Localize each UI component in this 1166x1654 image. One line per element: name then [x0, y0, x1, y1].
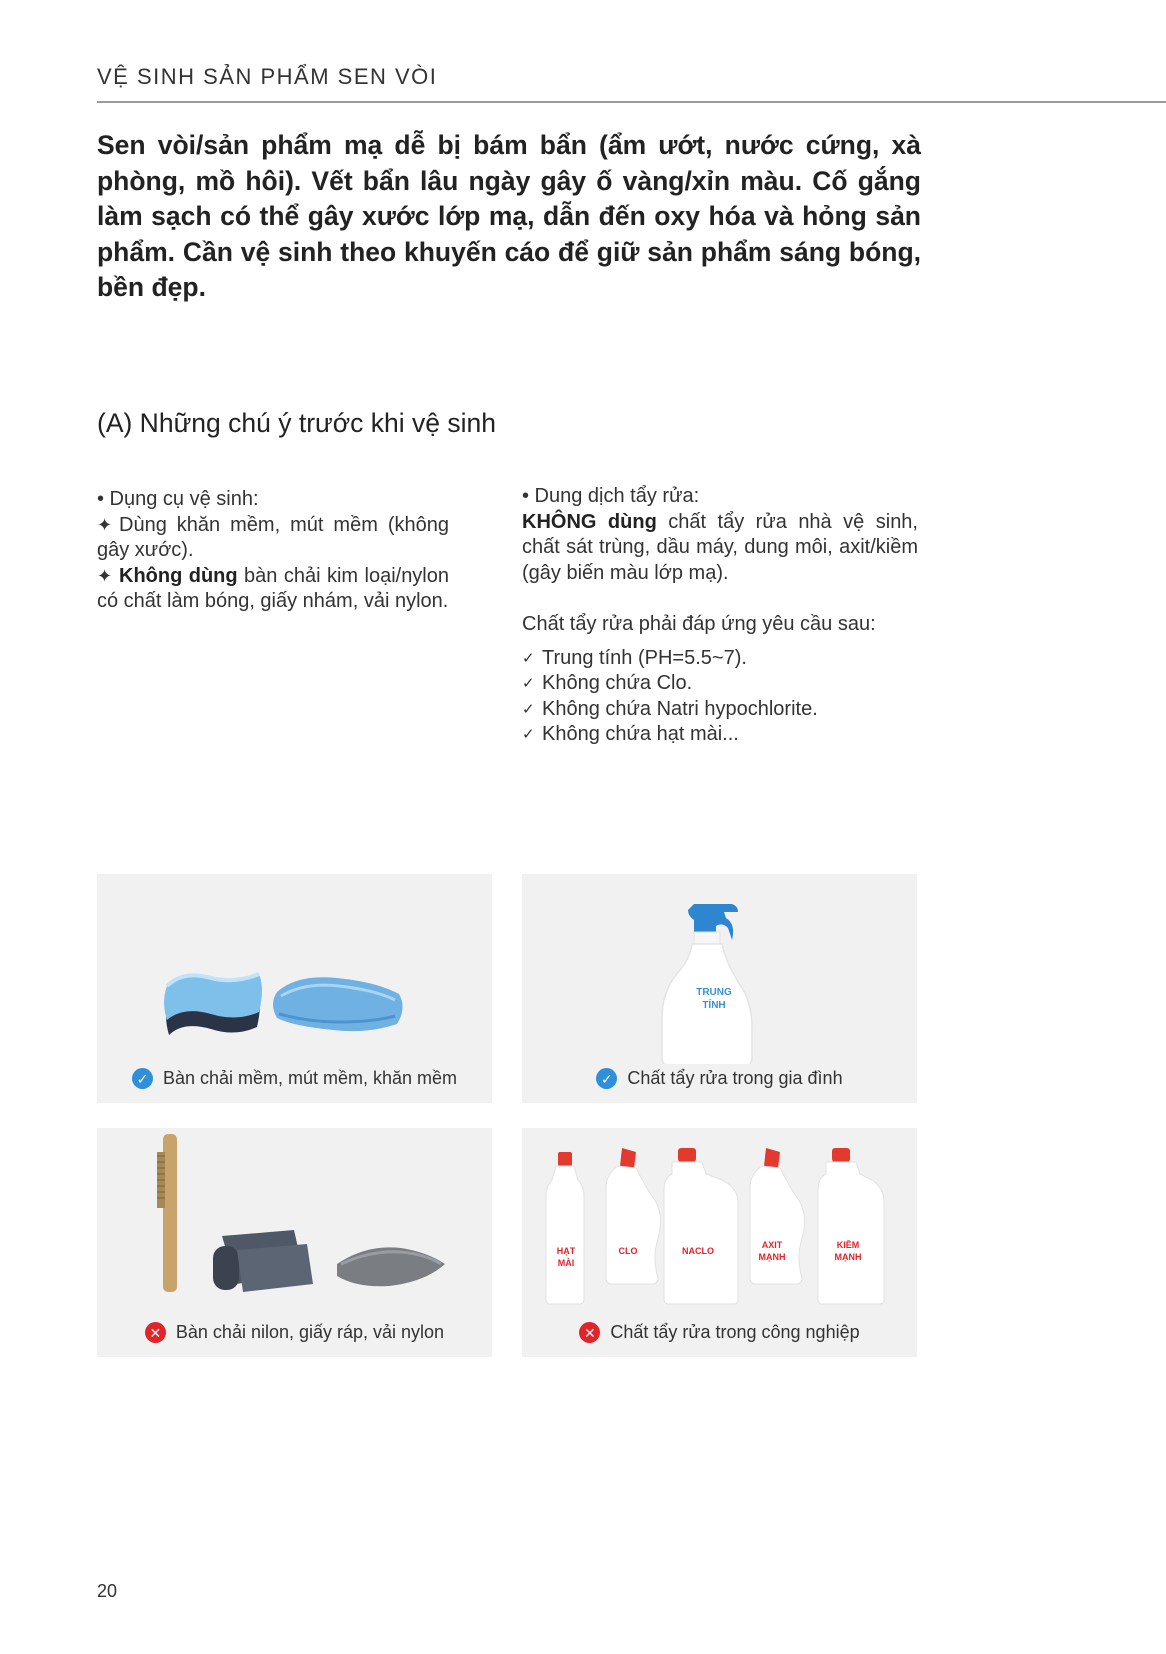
requirement-item — [522, 646, 918, 672]
hard-tools-caption-text: Bàn chải nilon, giấy ráp, vải nylon — [175, 1322, 445, 1342]
page-number: 20 — [97, 1581, 118, 1601]
bottle-label: MẠNH — [834, 1252, 862, 1262]
household-caption-text: Chất tẩy rửa trong gia đình — [627, 1068, 843, 1088]
requirement-item — [522, 671, 918, 697]
check-circle-icon: ✓ — [596, 1068, 617, 1089]
solution-warning-bold: KHÔNG dùng — [522, 510, 657, 533]
requirement-text: Không chứa hạt mài... — [542, 723, 739, 745]
spray-bottle-illustration — [522, 874, 917, 1064]
household-caption — [522, 1068, 917, 1089]
intro-paragraph: Sen vòi/sản phẩm mạ dễ bị bám bẩn (ẩm ướt, nước cứng, xà phòng, mồ hôi). Vết bẩn lâu ngày gây ố vàng/xỉn màu. Cố gắng làm sạch có thể gây xước lớp mạ, dẫn đến oxy hóa và hỏng sản phẩm. Cần vệ sinh theo khuyến cáo để giữ sản phẩm sáng bóng, bền đẹp. — [97, 130, 921, 302]
spray-bottle-icon — [662, 904, 752, 1064]
wire-brush-icon — [157, 1134, 177, 1292]
requirement-item — [522, 697, 918, 723]
solution-title: • Dung dịch tẩy rửa: — [522, 485, 700, 507]
check-circle-icon: ✓ — [132, 1068, 153, 1089]
bottle-label-line1: TRUNG — [696, 987, 732, 998]
solution-warning — [522, 510, 918, 587]
checkmark-icon: ✓ — [522, 700, 535, 718]
bottle-label: CLO — [618, 1246, 638, 1256]
nylon-pad-icon — [337, 1247, 445, 1286]
requirement-text: Không chứa Natri hypochlorite. — [542, 697, 818, 720]
solution-warning-text: chất tẩy rửa nhà vệ sinh, chất sát trùng, dầu máy, dung môi, axit/kiềm (gây biến màu lớp mạ). — [522, 510, 918, 584]
brush-sandpaper-illustration — [97, 1128, 492, 1318]
requirement-text: Không chứa Clo. — [542, 672, 693, 694]
requirements-title: Chất tẩy rửa phải đáp ứng yêu cầu sau: — [522, 613, 876, 635]
bottle-label: HẠT — [556, 1246, 576, 1256]
tools-item-avoid — [97, 564, 449, 615]
hard-tools-caption — [97, 1322, 492, 1343]
requirements-list — [522, 646, 918, 748]
panel-industrial-cleaner — [522, 1128, 917, 1357]
industrial-bottles-illustration — [522, 1128, 917, 1318]
panel-hard-tools — [97, 1128, 492, 1357]
bottle-label: AXIT — [761, 1240, 783, 1250]
soft-tools-caption-text: Bàn chải mềm, mút mềm, khăn mềm — [162, 1068, 458, 1088]
requirement-item — [522, 722, 918, 748]
sponge-icon — [164, 974, 262, 1035]
page-header-title: VỆ SINH SẢN PHẨM SEN VÒI — [97, 64, 438, 89]
industrial-caption-text: Chất tẩy rửa trong công nghiệp — [610, 1322, 860, 1342]
bottle-label: KIỀM — [836, 1240, 860, 1250]
industrial-caption — [522, 1322, 917, 1343]
bottle-label-line2: TÍNH — [702, 1000, 726, 1011]
tools-item-avoid-text: bàn chải kim loại/nylon có chất làm bóng, giấy nhám, vải nylon. — [97, 564, 449, 612]
four-point-star-icon: ✦ — [97, 565, 113, 586]
bottle-axit-icon — [750, 1148, 805, 1284]
soft-tools-caption — [97, 1068, 492, 1089]
bottle-clo-icon — [606, 1148, 661, 1284]
checkmark-icon: ✓ — [522, 649, 535, 667]
panel-household-cleaner — [522, 874, 917, 1103]
x-circle-icon: ✕ — [579, 1322, 600, 1343]
sponge-towel-illustration — [97, 874, 492, 1064]
bottle-hat-mai-icon — [546, 1152, 584, 1304]
sandpaper-icon — [213, 1230, 313, 1292]
checkmark-icon: ✓ — [522, 675, 535, 692]
panel-soft-tools — [97, 874, 492, 1103]
bottle-label: MẠNH — [758, 1252, 786, 1262]
tools-title: • Dụng cụ vệ sinh: — [97, 488, 259, 510]
requirement-text: Trung tính (PH=5.5~7). — [542, 646, 747, 669]
tools-item-soft — [97, 513, 449, 564]
tools-item-avoid-bold: Không dùng — [119, 564, 238, 587]
bottle-naclo-icon — [664, 1148, 738, 1304]
solution-column — [522, 484, 918, 748]
bottle-kiem-icon — [818, 1148, 884, 1304]
bottle-label: MÀI — [557, 1258, 575, 1268]
x-circle-icon: ✕ — [145, 1322, 166, 1343]
checkmark-icon: ✓ — [522, 726, 535, 743]
tools-item-soft-text: Dùng khăn mềm, mút mềm (không gây xước). — [97, 513, 449, 561]
header-divider — [97, 101, 1166, 103]
section-a-heading: (A) Những chú ý trước khi vệ sinh — [97, 408, 496, 438]
towel-icon — [273, 977, 403, 1031]
tools-column — [97, 487, 449, 615]
four-point-star-icon: ✦ — [97, 514, 113, 535]
bottle-label: NACLO — [682, 1246, 714, 1256]
